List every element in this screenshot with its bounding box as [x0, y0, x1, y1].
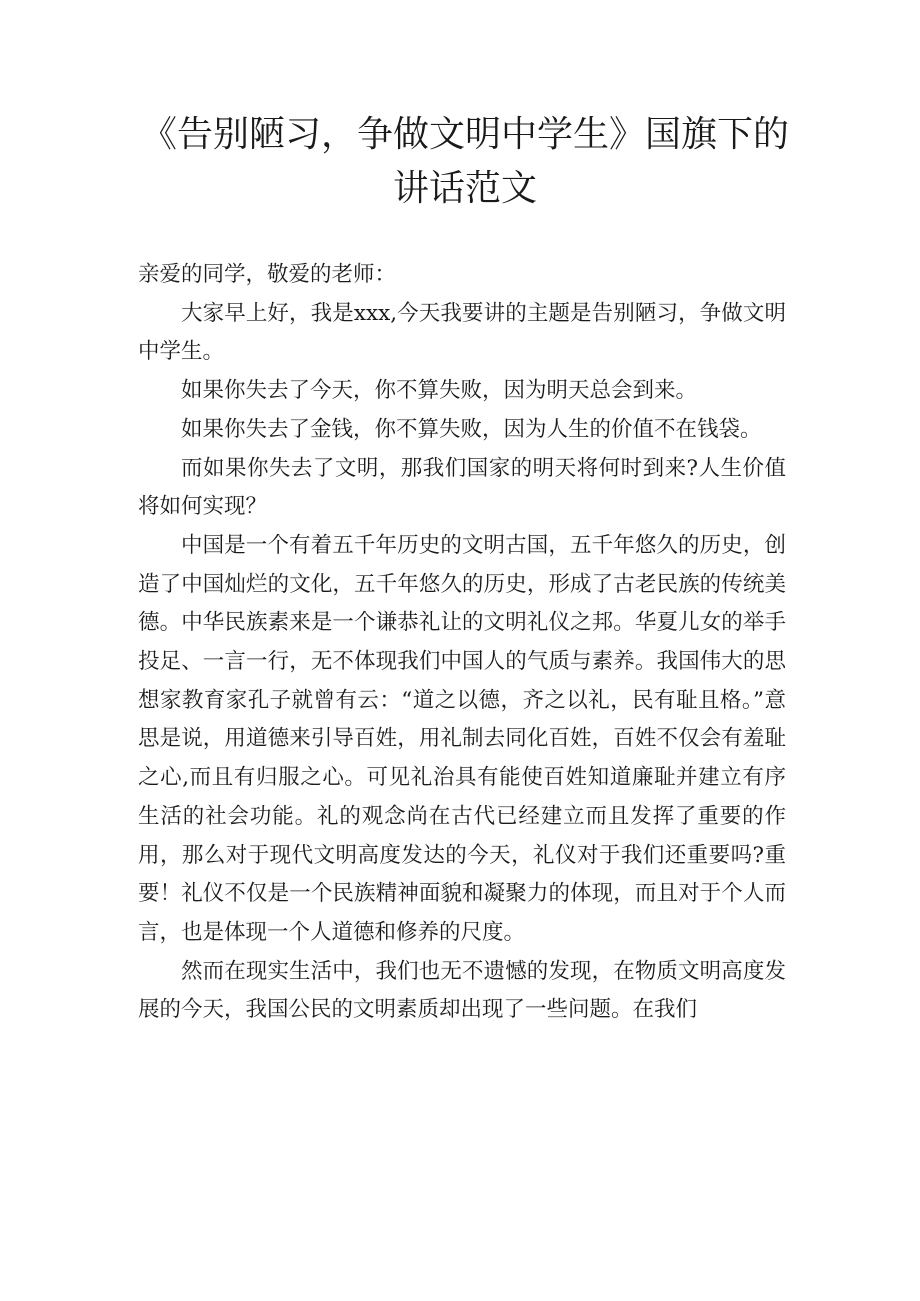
paragraph: 然而在现实生活中，我们也无不遗憾的发现，在物质文明高度发展的今天，我国公民的文明素质却出现了一些问题。在我们 — [138, 958, 786, 1023]
document-body — [138, 256, 786, 1030]
paragraph: 而如果你失去了文明，那我们国家的明天将何时到来?人生价值将如何实现？ — [138, 455, 786, 520]
paragraph: 大家早上好，我是xxx,今天我要讲的主题是告别陋习，争做文明中学生。 — [138, 300, 786, 365]
paragraph: 如果你失去了今天，你不算失败，因为明天总会到来。 — [181, 378, 698, 404]
document-title: 《告别陋习，争做文明中学生》国旗下的讲话范文 — [140, 114, 789, 209]
paragraph: 如果你失去了金钱，你不算失败，因为人生的价值不在钱袋。 — [181, 416, 762, 442]
salutation: 亲爱的同学，敬爱的老师： — [138, 262, 397, 287]
paragraph: 中国是一个有着五千年历史的文明古国，五千年悠久的历史，创造了中国灿烂的文化，五千年悠久的历史，形成了古老民族的传统美德。中华民族素来是一个谦恭礼让的文明礼仪之邦。华夏儿女的举手投足、一言一行，无不体现我们中国人的气质与素养。我国伟大的思想家教育家孔子就曾有云：“道之以德，齐之以礼，民有耻且格。”意思是说，用道德来引导百姓，用礼制去同化百姓，百姓不仅会有羞耻之心,而且有归服之心。可见礼治具有能使百姓知道廉耻并建立有序生活的社会功能。礼的观念尚在古代已经建立而且发挥了重要的作用，那么对于现代文明高度发达的今天，礼仪对于我们还重要吗?重要！礼仪不仅是一个民族精神面貌和凝聚力的体现，而且对于个人而言，也是体现一个人道德和修养的尺度。 — [138, 532, 786, 945]
